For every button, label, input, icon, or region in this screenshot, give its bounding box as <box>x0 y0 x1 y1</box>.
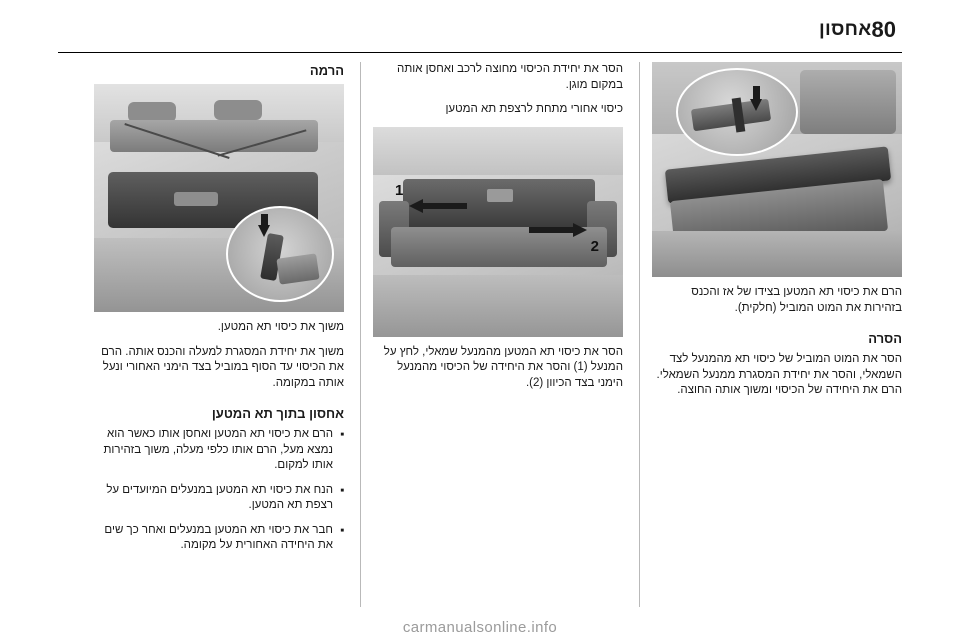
section-heading-lift: הרמה <box>309 63 344 78</box>
cargo-cover-removal-illustration <box>373 127 623 337</box>
column-divider-2 <box>360 62 361 607</box>
column-middle <box>373 62 623 400</box>
list-item: ■ הרם את כיסוי תא המטען ואחסן אותו כאשר הוא נמצא מעל, הרם אותו כלפי מעלה, משוך בזהירות אותו למקום. <box>94 427 344 474</box>
list-item: ■ הנח את כיסוי תא המטען במנעלים המיועדים על רצפת תא המטען. <box>94 483 344 514</box>
paragraph: הסר את כיסוי תא המטען מהמנעל שמאלי, לחץ על המנעל (1) והסר את היחידה של הכיסוי מהמנעל הימני בצד הכיוון (2). <box>383 345 623 389</box>
storage-instructions-list <box>94 427 344 554</box>
paragraph: הרם את כיסוי תא המטען בצידו של אז והכנס בזהירות את המוט המוביל (חלקית). <box>691 286 902 314</box>
right-arrow-icon <box>529 223 587 237</box>
down-arrow-icon <box>258 214 271 238</box>
detail-zoom-circle <box>676 68 798 156</box>
column-divider-1 <box>639 62 640 607</box>
paragraph: משוך את יחידת המסגרת למעלה והכנס אותה. הרם את הכיסוי עד הסוף במוביל בצד הימני האחורי ונעל אותה במקומה. <box>101 345 344 389</box>
column-left <box>94 62 344 563</box>
paragraph: משוך את כיסוי תא המטען. <box>217 321 344 333</box>
cargo-cover-lift-illustration <box>94 84 344 312</box>
page-header <box>58 18 902 53</box>
watermark: carmanualsonline.info <box>402 619 558 636</box>
callout-2: 2 <box>590 237 599 255</box>
cargo-cover-roller-illustration <box>652 62 902 277</box>
column-right <box>652 62 902 408</box>
paragraph: הסר את המוט המוביל של כיסוי תא מהמנעל לצד השמאלי, והסר את יחידת המסגרת ממנעל השמאלי. הרם את היחידה של הכיסוי ומשוך אותה החוצה. <box>656 353 902 396</box>
section-heading-removal: הסרה <box>868 331 902 346</box>
detail-zoom-circle <box>226 206 334 302</box>
list-item: ■ חבר את כיסוי תא המטען במנעלים ואחר כך שים את היחידה האחורית על מקומה. <box>94 523 344 554</box>
page-title: אחסון <box>819 19 872 40</box>
section-heading-storage: אחסון בתוך תא המטען <box>211 406 344 421</box>
paragraph: הסר את יחידת הכיסוי מחוצה לרכב ואחסן אותה במקום מוגן. <box>397 63 623 91</box>
page-number: 80 <box>871 17 896 42</box>
callout-1: 1 <box>395 181 404 199</box>
paragraph: כיסוי אחורי מתחת לרצפת תא המטען <box>445 103 623 115</box>
left-arrow-icon <box>409 199 467 213</box>
down-arrow-icon <box>750 86 763 112</box>
